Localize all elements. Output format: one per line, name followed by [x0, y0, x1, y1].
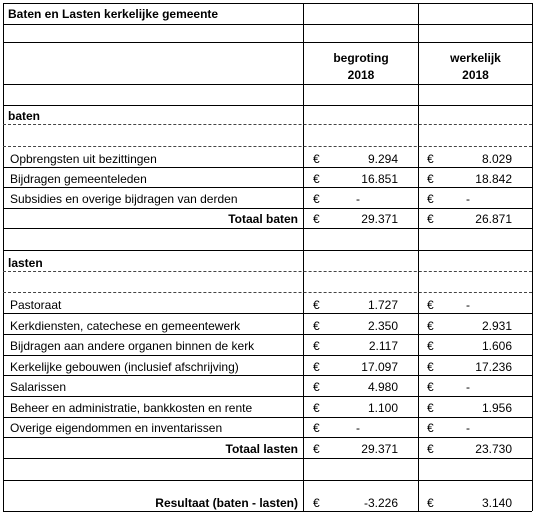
currency-symbol: €: [427, 496, 434, 510]
value-werkelijk: 1.956: [481, 401, 512, 415]
resultaat-begroting: -3.226: [363, 496, 398, 510]
line: [3, 250, 532, 251]
currency-symbol: €: [427, 442, 434, 456]
currency-symbol: €: [313, 496, 320, 510]
row-label: Opbrengsten uit bezittingen: [10, 152, 157, 166]
line: [3, 42, 532, 43]
line: [3, 105, 532, 106]
currency-symbol: €: [313, 380, 320, 394]
row-label: Beheer en administratie, bankkosten en rente: [10, 401, 253, 415]
column-header-begroting-year: 2018: [347, 68, 375, 82]
section-header-lasten: lasten: [8, 256, 43, 270]
total-werkelijk-baten: 26.871: [475, 212, 512, 226]
value-begroting: 2.117: [368, 339, 398, 353]
total-begroting-lasten: 29.371: [361, 442, 398, 456]
currency-symbol: €: [313, 421, 320, 435]
value-begroting: 1.100: [367, 401, 398, 415]
value-werkelijk: 8.029: [481, 152, 512, 166]
value-begroting: 4.980: [367, 380, 398, 394]
section-header-baten: baten: [8, 109, 41, 123]
currency-symbol: €: [427, 421, 434, 435]
line: [3, 187, 532, 188]
row-label: Kerkelijke gebouwen (inclusief afschrijving): [10, 360, 239, 374]
row-label: Subsidies en overige bijdragen van derden: [10, 192, 238, 206]
total-label-baten: Totaal baten: [228, 212, 298, 226]
value-werkelijk: 18.842: [475, 172, 512, 186]
border-top: [3, 3, 532, 4]
dashed-line: [3, 292, 532, 293]
value-begroting: 17.097: [361, 360, 398, 374]
currency-symbol: €: [313, 172, 320, 186]
resultaat-werkelijk: 3.140: [481, 496, 512, 510]
currency-symbol: €: [313, 339, 320, 353]
line: [3, 167, 532, 168]
currency-symbol: €: [427, 192, 434, 206]
currency-symbol: €: [313, 401, 320, 415]
total-begroting-baten: 29.371: [361, 212, 398, 226]
currency-symbol: €: [313, 298, 320, 312]
row-label: Bijdragen aan andere organen binnen de kerk: [10, 339, 255, 353]
currency-symbol: €: [427, 380, 434, 394]
line: [3, 458, 532, 459]
resultaat-label: Resultaat (baten - lasten): [155, 496, 298, 510]
line: [3, 480, 532, 481]
line: [3, 24, 532, 25]
column-header-werkelijk-year: 2018: [462, 68, 489, 82]
value-werkelijk: 2.931: [481, 319, 512, 333]
line: [3, 313, 532, 314]
total-label-lasten: Totaal lasten: [225, 442, 298, 456]
dashed-line: [3, 124, 532, 125]
total-werkelijk-lasten: 23.730: [475, 442, 512, 456]
currency-symbol: €: [427, 339, 434, 353]
row-label: Kerkdiensten, catechese en gemeentewerk: [10, 319, 241, 333]
line: [3, 355, 532, 356]
border-left: [3, 3, 4, 511]
line: [3, 417, 532, 418]
row-label: Bijdragen gemeenteleden: [10, 172, 147, 186]
currency-symbol: €: [427, 298, 434, 312]
currency-symbol: €: [313, 152, 320, 166]
row-label: Salarissen: [10, 380, 67, 394]
dashed-line: [3, 146, 532, 147]
line: [3, 396, 532, 397]
value-begroting: 2.350: [367, 319, 398, 333]
line: [3, 84, 532, 85]
line: [3, 375, 532, 376]
line: [3, 228, 532, 229]
value-begroting: 9.294: [367, 152, 398, 166]
value-werkelijk: 17.236: [475, 360, 512, 374]
line: [3, 208, 532, 209]
value-begroting: -: [356, 421, 360, 435]
row-label: Pastoraat: [10, 298, 62, 312]
value-werkelijk: 1.606: [481, 339, 512, 353]
line: [3, 334, 532, 335]
line: [3, 437, 532, 438]
dashed-line: [3, 271, 532, 272]
currency-symbol: €: [313, 192, 320, 206]
row-label: Overige eigendommen en inventarissen: [10, 421, 223, 435]
value-werkelijk: -: [466, 421, 470, 435]
currency-symbol: €: [313, 212, 320, 226]
column-header-werkelijk: werkelijk: [450, 51, 501, 65]
border-right: [532, 3, 533, 511]
sheet-title: Baten en Lasten kerkelijke gemeente: [8, 7, 219, 21]
currency-symbol: €: [313, 360, 320, 374]
currency-symbol: €: [313, 442, 320, 456]
border-bottom: [3, 511, 532, 512]
value-werkelijk: -: [466, 192, 470, 206]
value-werkelijk: -: [466, 298, 470, 312]
value-begroting: -: [356, 192, 360, 206]
value-werkelijk: -: [466, 380, 470, 394]
value-begroting: 16.851: [361, 172, 398, 186]
currency-symbol: €: [427, 152, 434, 166]
currency-symbol: €: [427, 401, 434, 415]
currency-symbol: €: [427, 360, 434, 374]
currency-symbol: €: [427, 319, 434, 333]
column-header-begroting: begroting: [333, 51, 389, 65]
value-begroting: 1.727: [367, 298, 398, 312]
currency-symbol: €: [313, 319, 320, 333]
currency-symbol: €: [427, 172, 434, 186]
currency-symbol: €: [427, 212, 434, 226]
